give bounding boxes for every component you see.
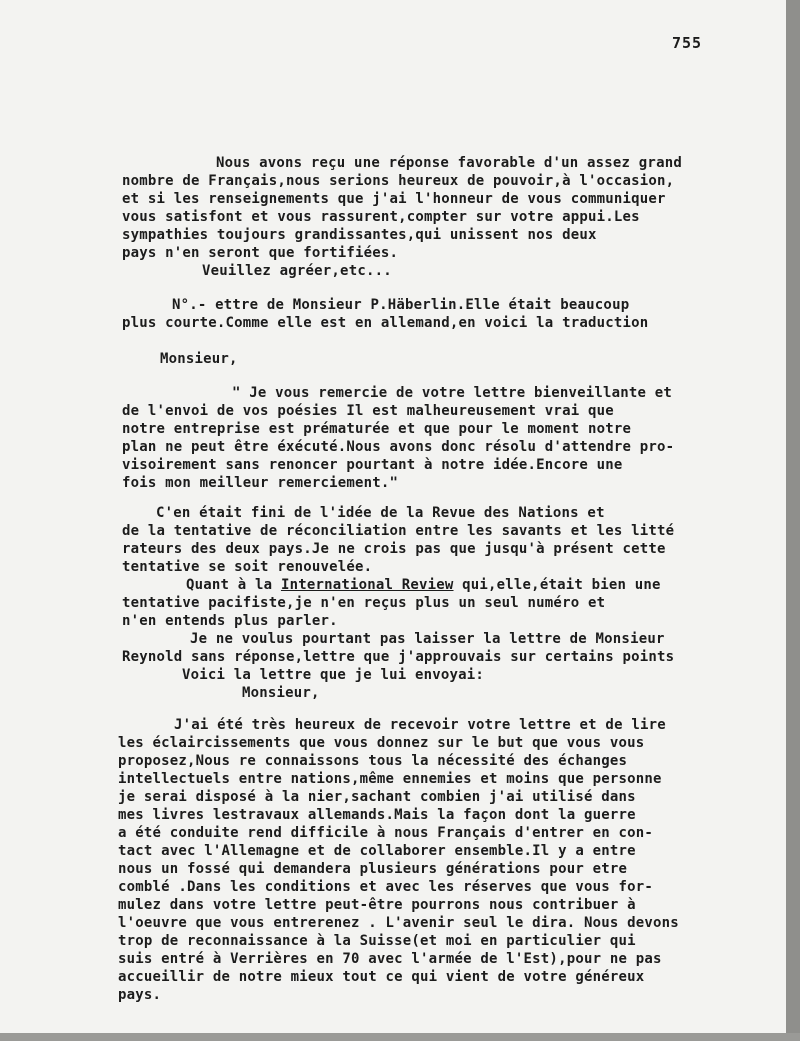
page-edge-shadow [786,0,800,1041]
text-line: mes livres lestravaux allemands.Mais la façon dont la guerre [118,807,636,823]
text-line: Reynold sans réponse,lettre que j'approuvais sur certains points [122,649,675,665]
text-segment: qui,elle,était bien une [462,577,661,593]
text-line: vous satisfont et vous rassurent,compter sur votre appui.Les [122,209,640,225]
text-line: plan ne peut être éxécuté.Nous avons donc résolu d'attendre pro- [122,439,675,455]
text-line: visoirement sans renoncer pourtant à notre idée.Encore une [122,457,623,473]
text-line: tentative pacifiste,je n'en reçus plus un seul numéro et [122,595,606,611]
text-line: C'en était fini de l'idée de la Revue des Nations et [156,505,605,521]
text-line: comblé .Dans les conditions et avec les réserves que vous for- [118,879,653,895]
text-line: de la tentative de réconciliation entre les savants et les litté [122,523,675,539]
text-line: nous un fossé qui demandera plusieurs générations pour etre [118,861,628,877]
text-line: accueillir de notre mieux tout ce qui vient de votre généreux [118,969,645,985]
journal-title: International Review [280,577,454,593]
text-line: Voici la lettre que je lui envoyai: [182,667,485,683]
salutation: Monsieur, [160,351,238,367]
salutation: Monsieur, [242,685,320,701]
text-line: de l'envoi de vos poésies Il est malheureusement vrai que [122,403,614,419]
text-line: pays n'en seront que fortifiées. [122,245,399,261]
text-line: intellectuels entre nations,même ennemies et moins que personne [118,771,662,787]
text-line: proposez,Nous re connaissons tous la nécessité des échanges [118,753,628,769]
text-line: a été conduite rend difficile à nous Français d'entrer en con- [118,825,653,841]
text-line: trop de reconnaissance à la Suisse(et moi en particulier qui [118,933,636,949]
text-line: " Je vous remercie de votre lettre bienveillante et [232,385,673,401]
text-line [186,576,661,594]
text-line: pays. [118,987,162,1003]
text-line: l'oeuvre que vous entrerenez . L'avenir seul le dira. Nous devons [118,915,679,931]
text-line: J'ai été très heureux de recevoir votre lettre et de lire [174,717,666,733]
text-line: sympathies toujours grandissantes,qui unissent nos deux [122,227,597,243]
text-line: notre entreprise est prématurée et que pour le moment notre [122,421,632,437]
text-line: tentative se soit renouvelée. [122,559,373,575]
text-line: plus courte.Comme elle est en allemand,en voici la traduction [122,315,649,331]
text-line: fois mon meilleur remerciement." [122,475,399,491]
text-line: nombre de Français,nous serions heureux de pouvoir,à l'occasion, [122,173,675,189]
text-line: rateurs des deux pays.Je ne crois pas que jusqu'à présent cette [122,541,666,557]
text-line: les éclaircissements que vous donnez sur le but que vous vous [118,735,645,751]
page-number: 755 [672,34,703,52]
text-line: n'en entends plus parler. [122,613,338,629]
page-edge-shadow [0,1033,800,1041]
text-line: Nous avons reçu une réponse favorable d'un assez grand [216,155,682,171]
text-line: et si les renseignements que j'ai l'honneur de vous communiquer [122,191,666,207]
text-line: tact avec l'Allemagne et de collaborer ensemble.Il y a entre [118,843,636,859]
text-segment: Quant à la [186,577,273,593]
closing-line: Veuillez agréer,etc... [202,263,392,279]
text-line: mulez dans votre lettre peut-être pourrons nous contribuer à [118,897,636,913]
text-line: Je ne voulus pourtant pas laisser la lettre de Monsieur [190,631,665,647]
text-line: suis entré à Verrières en 70 avec l'armée de l'Est),pour ne pas [118,951,662,967]
text-line: N°.- ettre de Monsieur P.Häberlin.Elle était beaucoup [172,297,630,313]
text-line: je serai disposé à la nier,sachant combien j'ai utilisé dans [118,789,636,805]
